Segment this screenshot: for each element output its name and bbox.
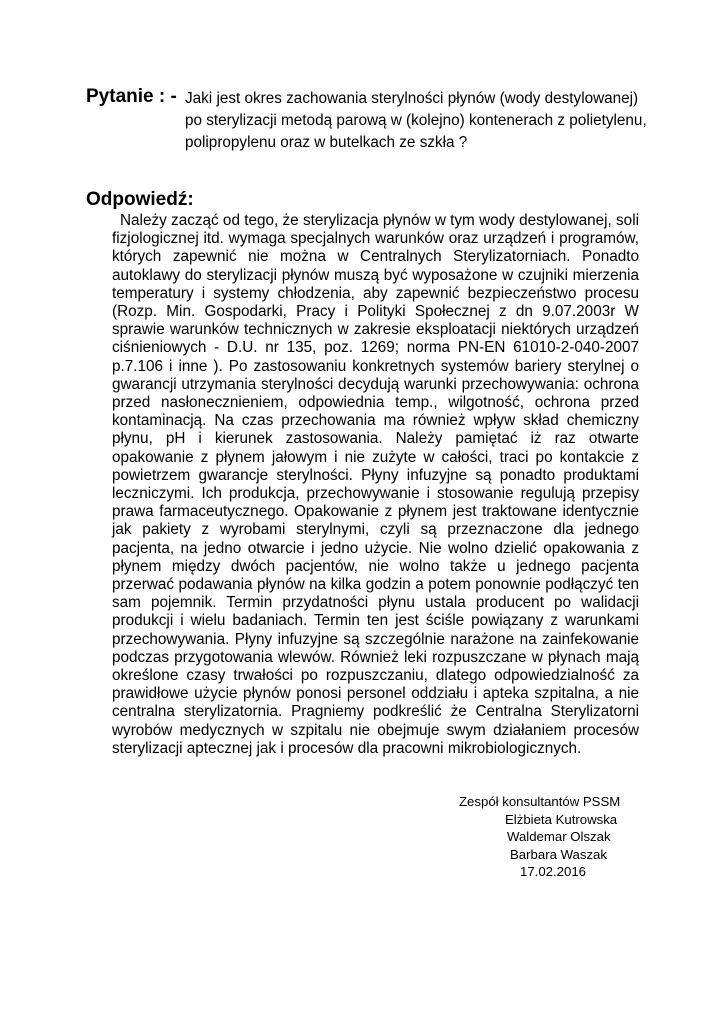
signature-member: Elżbieta Kutrowska [505, 811, 618, 827]
question-text: Jaki jest okres zachowania sterylności płynów (wody destylowanej) po sterylizacji metodą parową w (kolejno) kontenerach z polietylenu, polipropylenu oraz w butelkach ze szkła ? [185, 90, 647, 151]
signature-team: Zespół konsultantów PSSM [459, 794, 621, 809]
answer-body: Należy zacząć od tego, że sterylizacja płynów w tym wody destylowanej, soli fizjologicznej itd. wymaga specjalnych warunków oraz urządzeń i programów, których zapewnić nie można w Centralnych Sterylizatorniach. Ponadto autoklawy do sterylizacji płynów muszą być wyposażone w czujniki mierzenia temperatury i systemy chłodzenia, aby zapewnić bezpieczeństwo procesu (Rozp. Min. Gospodarki, Pracy i Polityki Społecznej z dn 9.07.2003r W sprawie warunków technicznych w zakresie eksploatacji niektórych urządzeń ciśnieniowych - D.U. nr 135, poz. 1269; norma PN-EN 61010-2-040-2007 p.7.106 i inne ). Po zastosowaniu konkretnych systemów bariery sterylnej o gwarancji utrzymania sterylności decydują warunki przechowywania: ochrona przed nasłonecznieniem, odpowiednia temp., wilgotność, ochrona przed kontaminacją. Na czas przechowania ma również wpływ skład chemiczny płynu, pH i kierunek zastosowania. Należy pamiętać iż raz otwarte opakowanie z płynem jałowym i nie zużyte w całości, traci po kontakcie z powietrzem gwarancje sterylności. Płyny infuzyjne są ponadto produktami leczniczymi. Ich produkcja, przechowywanie i stosowanie regulują przepisy prawa farmaceutycznego. Opakowanie z płynem jest traktowane identycznie jak pakiety z wyrobami sterylnymi, czyli są przeznaczone dla jednego pacjenta, na jedno otwarcie i jedno użycie. Nie wolno dzielić opakowania z płynem między dwóch pacjentów, nie wolno także u jednego pacjenta przerwać podawania płynów na kilka godzin a potem ponownie podłączyć ten sam pojemnik. Termin przydatności płynu ustala producent po walidacji produkcji i wielu badaniach. Termin ten jest ściśle powiązany z warunkami przechowywania. Płyny infuzyjne są szczególnie narażone na zainfekowanie podczas przygotowania wlewów. Również leki rozpuszczane w płynach mają określone czasy trwałości po rozpuszczaniu, dlatego odpowiedzialność za prawidłowe użycie płynów ponosi personel oddziału i apteka szpitalna, a nie centralna sterylizatornia. Pragniemy podkreślić że Centralna Sterylizatorni wyrobów medycznych w szpitalu nie obejmuje swym działaniem procesów sterylizacji aptecznej jak i procesów dla pracowni mikrobiologicznych. [112, 212, 639, 757]
answer-heading: Odpowiedź: [86, 189, 194, 210]
signature-member: Waldemar Olszak [507, 829, 611, 844]
question-label: Pytanie : - [86, 86, 177, 107]
signature-date: 17.02.2016 [520, 864, 587, 879]
signature-member: Barbara Waszak [510, 846, 607, 862]
